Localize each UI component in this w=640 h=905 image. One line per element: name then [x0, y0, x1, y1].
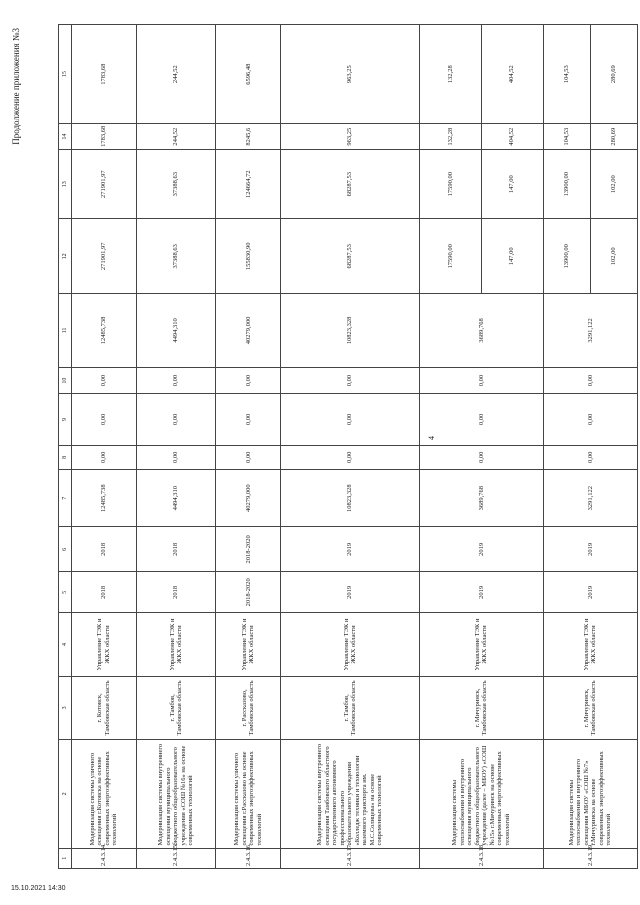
- responsible-org: Управление ТЭК и ЖКХ области: [136, 613, 216, 676]
- cell-c12: 68287,53: [281, 219, 420, 294]
- cell-c10: 0,00: [136, 367, 216, 394]
- cell-c5: 2018: [136, 572, 216, 613]
- cell-c6: 2019: [543, 527, 637, 572]
- column-number-row: [59, 25, 72, 869]
- cell-c10: 0,00: [72, 367, 137, 394]
- row-code: 2.4.3.19.: [543, 848, 637, 868]
- header-cell: 5: [59, 572, 72, 613]
- responsible-org: Управление ТЭК и ЖКХ области: [281, 613, 420, 676]
- cell-c11: 10823,328: [281, 294, 420, 368]
- cell-c9: 0,00: [136, 394, 216, 445]
- responsible-org: Управление ТЭК и ЖКХ области: [72, 613, 137, 676]
- row-code: 2.4.3.15.: [136, 848, 216, 868]
- cell-c14: 132,28: [419, 124, 481, 150]
- cell-c5: 2019: [419, 572, 543, 613]
- cell-c15: 132,28: [419, 25, 481, 124]
- cell-c12: 271901,97: [72, 219, 137, 294]
- cell-c13: 147,00: [481, 149, 543, 219]
- cell-c9: 0,00: [72, 394, 137, 445]
- cell-c13: 17590,00: [419, 149, 481, 219]
- header-cell: 2: [59, 740, 72, 848]
- cell-c14: 963,25: [281, 124, 420, 150]
- print-timestamp: 15.10.2021 14:30: [11, 885, 66, 892]
- cell-c15: 244,52: [136, 25, 216, 124]
- cell-c7: 40279,000: [216, 470, 281, 527]
- cell-c11: 4494,310: [136, 294, 216, 368]
- cell-c11: 40279,000: [216, 294, 281, 368]
- table-row: [72, 25, 137, 869]
- header-cell: 13: [59, 149, 72, 219]
- header-cell: 10: [59, 367, 72, 394]
- measure-name: Модернизация системы уличного освещения г.Котовска на основе современных энергоэффективных технологий: [72, 740, 137, 848]
- table-row: [136, 25, 216, 869]
- cell-c13: 124664,72: [216, 149, 281, 219]
- cell-c15: 6596,48: [216, 25, 281, 124]
- cell-c13: 102,00: [590, 149, 637, 219]
- location: г. Рассказово, Тамбовская область: [216, 676, 281, 739]
- cell-c11: 3689,768: [419, 294, 543, 368]
- cell-c7: 3689,768: [419, 470, 543, 527]
- location: г. Котовск, Тамбовская область: [72, 676, 137, 739]
- table-row: [419, 25, 481, 869]
- measure-name: Модернизация системы внутреннего освещения Тамбовского областного государственного автономного профессионального образовательного учреждения «Колледж техники и технологии наземного транспорта им. М.С.Солнцева» на основе современных технологий: [281, 740, 420, 848]
- measure-name: Модернизация системы теплоснабжения и внутреннего освещения муниципального бюджетного общеобразовательного учреждения (далее – МБОУ) «СОШ №15» г.Мичуринск на основе современных энергоэффективных технологий: [419, 740, 543, 848]
- header-cell: 6: [59, 527, 72, 572]
- header-cell: 8: [59, 445, 72, 470]
- cell-c9: 0,00: [419, 394, 543, 445]
- appendix-title: Продолжение приложения №3: [11, 28, 21, 145]
- cell-c12: 147,00: [481, 219, 543, 294]
- cell-c13: 37388,63: [136, 149, 216, 219]
- cell-c8: 0,00: [216, 445, 281, 470]
- header-cell: 12: [59, 219, 72, 294]
- cell-c15: 104,53: [543, 25, 590, 124]
- location: г. Мичуринск, Тамбовская область: [419, 676, 543, 739]
- cell-c5: 2019: [281, 572, 420, 613]
- cell-c14: 244,52: [136, 124, 216, 150]
- row-code: 2.4.3.14.: [72, 848, 137, 868]
- measure-name: Модернизация системы теплоснабжения и внутреннего освещения МБОУ «СОШ №7» г.Мичуринска на основе современных энергоэффективных технологий: [543, 740, 637, 848]
- cell-c15: 963,25: [281, 25, 420, 124]
- cell-c14: 280,69: [590, 124, 637, 150]
- cell-c12: 13900,00: [543, 219, 590, 294]
- cell-c7: 3291,122: [543, 470, 637, 527]
- row-code: 2.4.3.17.: [281, 848, 420, 868]
- cell-c14: 104,53: [543, 124, 590, 150]
- table-row: [543, 25, 590, 869]
- location: г. Тамбов, Тамбовская область: [281, 676, 420, 739]
- cell-c7: 12485,738: [72, 470, 137, 527]
- cell-c12: 155830,90: [216, 219, 281, 294]
- cell-c14: 1783,68: [72, 124, 137, 150]
- location: г. Тамбов, Тамбовская область: [136, 676, 216, 739]
- header-cell: 3: [59, 676, 72, 739]
- measures-table: [58, 24, 638, 869]
- responsible-org: Управление ТЭК и ЖКХ области: [543, 613, 637, 676]
- cell-c10: 0,00: [281, 367, 420, 394]
- measure-name: Модернизация системы уличного освещения г.Рассказово на основе современных энергоэффективных технологий: [216, 740, 281, 848]
- cell-c5: 2019: [543, 572, 637, 613]
- cell-c7: 10823,328: [281, 470, 420, 527]
- header-cell: 11: [59, 294, 72, 368]
- header-cell: 15: [59, 25, 72, 124]
- cell-c9: 0,00: [281, 394, 420, 445]
- cell-c9: 0,00: [216, 394, 281, 445]
- header-cell: 14: [59, 124, 72, 150]
- row-code: 2.4.3.16.: [216, 848, 281, 868]
- cell-c8: 0,00: [72, 445, 137, 470]
- cell-c8: 0,00: [281, 445, 420, 470]
- cell-c8: 0,00: [419, 445, 543, 470]
- cell-c6: 2019: [419, 527, 543, 572]
- row-code: 2.4.3.18.: [419, 848, 543, 868]
- responsible-org: Управление ТЭК и ЖКХ области: [419, 613, 543, 676]
- cell-c12: 102,00: [590, 219, 637, 294]
- cell-c13: 68287,53: [281, 149, 420, 219]
- measure-name: Модернизация системы внутреннего освещения муниципального бюджетного общеобразовательного учреждения «СОШ №16» на основе современных технологий: [136, 740, 216, 848]
- page-number: 4: [427, 436, 436, 440]
- location: г. Мичуринск, Тамбовская область: [543, 676, 637, 739]
- cell-c10: 0,00: [216, 367, 281, 394]
- cell-c8: 0,00: [543, 445, 637, 470]
- cell-c15: 1783,68: [72, 25, 137, 124]
- cell-c6: 2018: [136, 527, 216, 572]
- table-row: [216, 25, 281, 869]
- cell-c14: 404,52: [481, 124, 543, 150]
- header-cell: 1: [59, 848, 72, 868]
- cell-c11: 3291,122: [543, 294, 637, 368]
- cell-c13: 271901,97: [72, 149, 137, 219]
- cell-c5: 2018: [72, 572, 137, 613]
- cell-c6: 2019: [281, 527, 420, 572]
- header-cell: 4: [59, 613, 72, 676]
- cell-c6: 2018-2020: [216, 527, 281, 572]
- cell-c14: 8245,6: [216, 124, 281, 150]
- cell-c7: 4494,310: [136, 470, 216, 527]
- cell-c10: 0,00: [543, 367, 637, 394]
- cell-c13: 13900,00: [543, 149, 590, 219]
- cell-c10: 0,00: [419, 367, 543, 394]
- cell-c12: 37388,63: [136, 219, 216, 294]
- table-row: [281, 25, 420, 869]
- rotated-table-sheet: [11, 24, 638, 869]
- cell-c15: 280,69: [590, 25, 637, 124]
- cell-c12: 17590,00: [419, 219, 481, 294]
- cell-c15: 404,52: [481, 25, 543, 124]
- cell-c9: 0,00: [543, 394, 637, 445]
- cell-c6: 2018: [72, 527, 137, 572]
- header-cell: 9: [59, 394, 72, 445]
- responsible-org: Управление ТЭК и ЖКХ области: [216, 613, 281, 676]
- cell-c11: 12485,738: [72, 294, 137, 368]
- cell-c8: 0,00: [136, 445, 216, 470]
- header-cell: 7: [59, 470, 72, 527]
- cell-c5: 2018-2020: [216, 572, 281, 613]
